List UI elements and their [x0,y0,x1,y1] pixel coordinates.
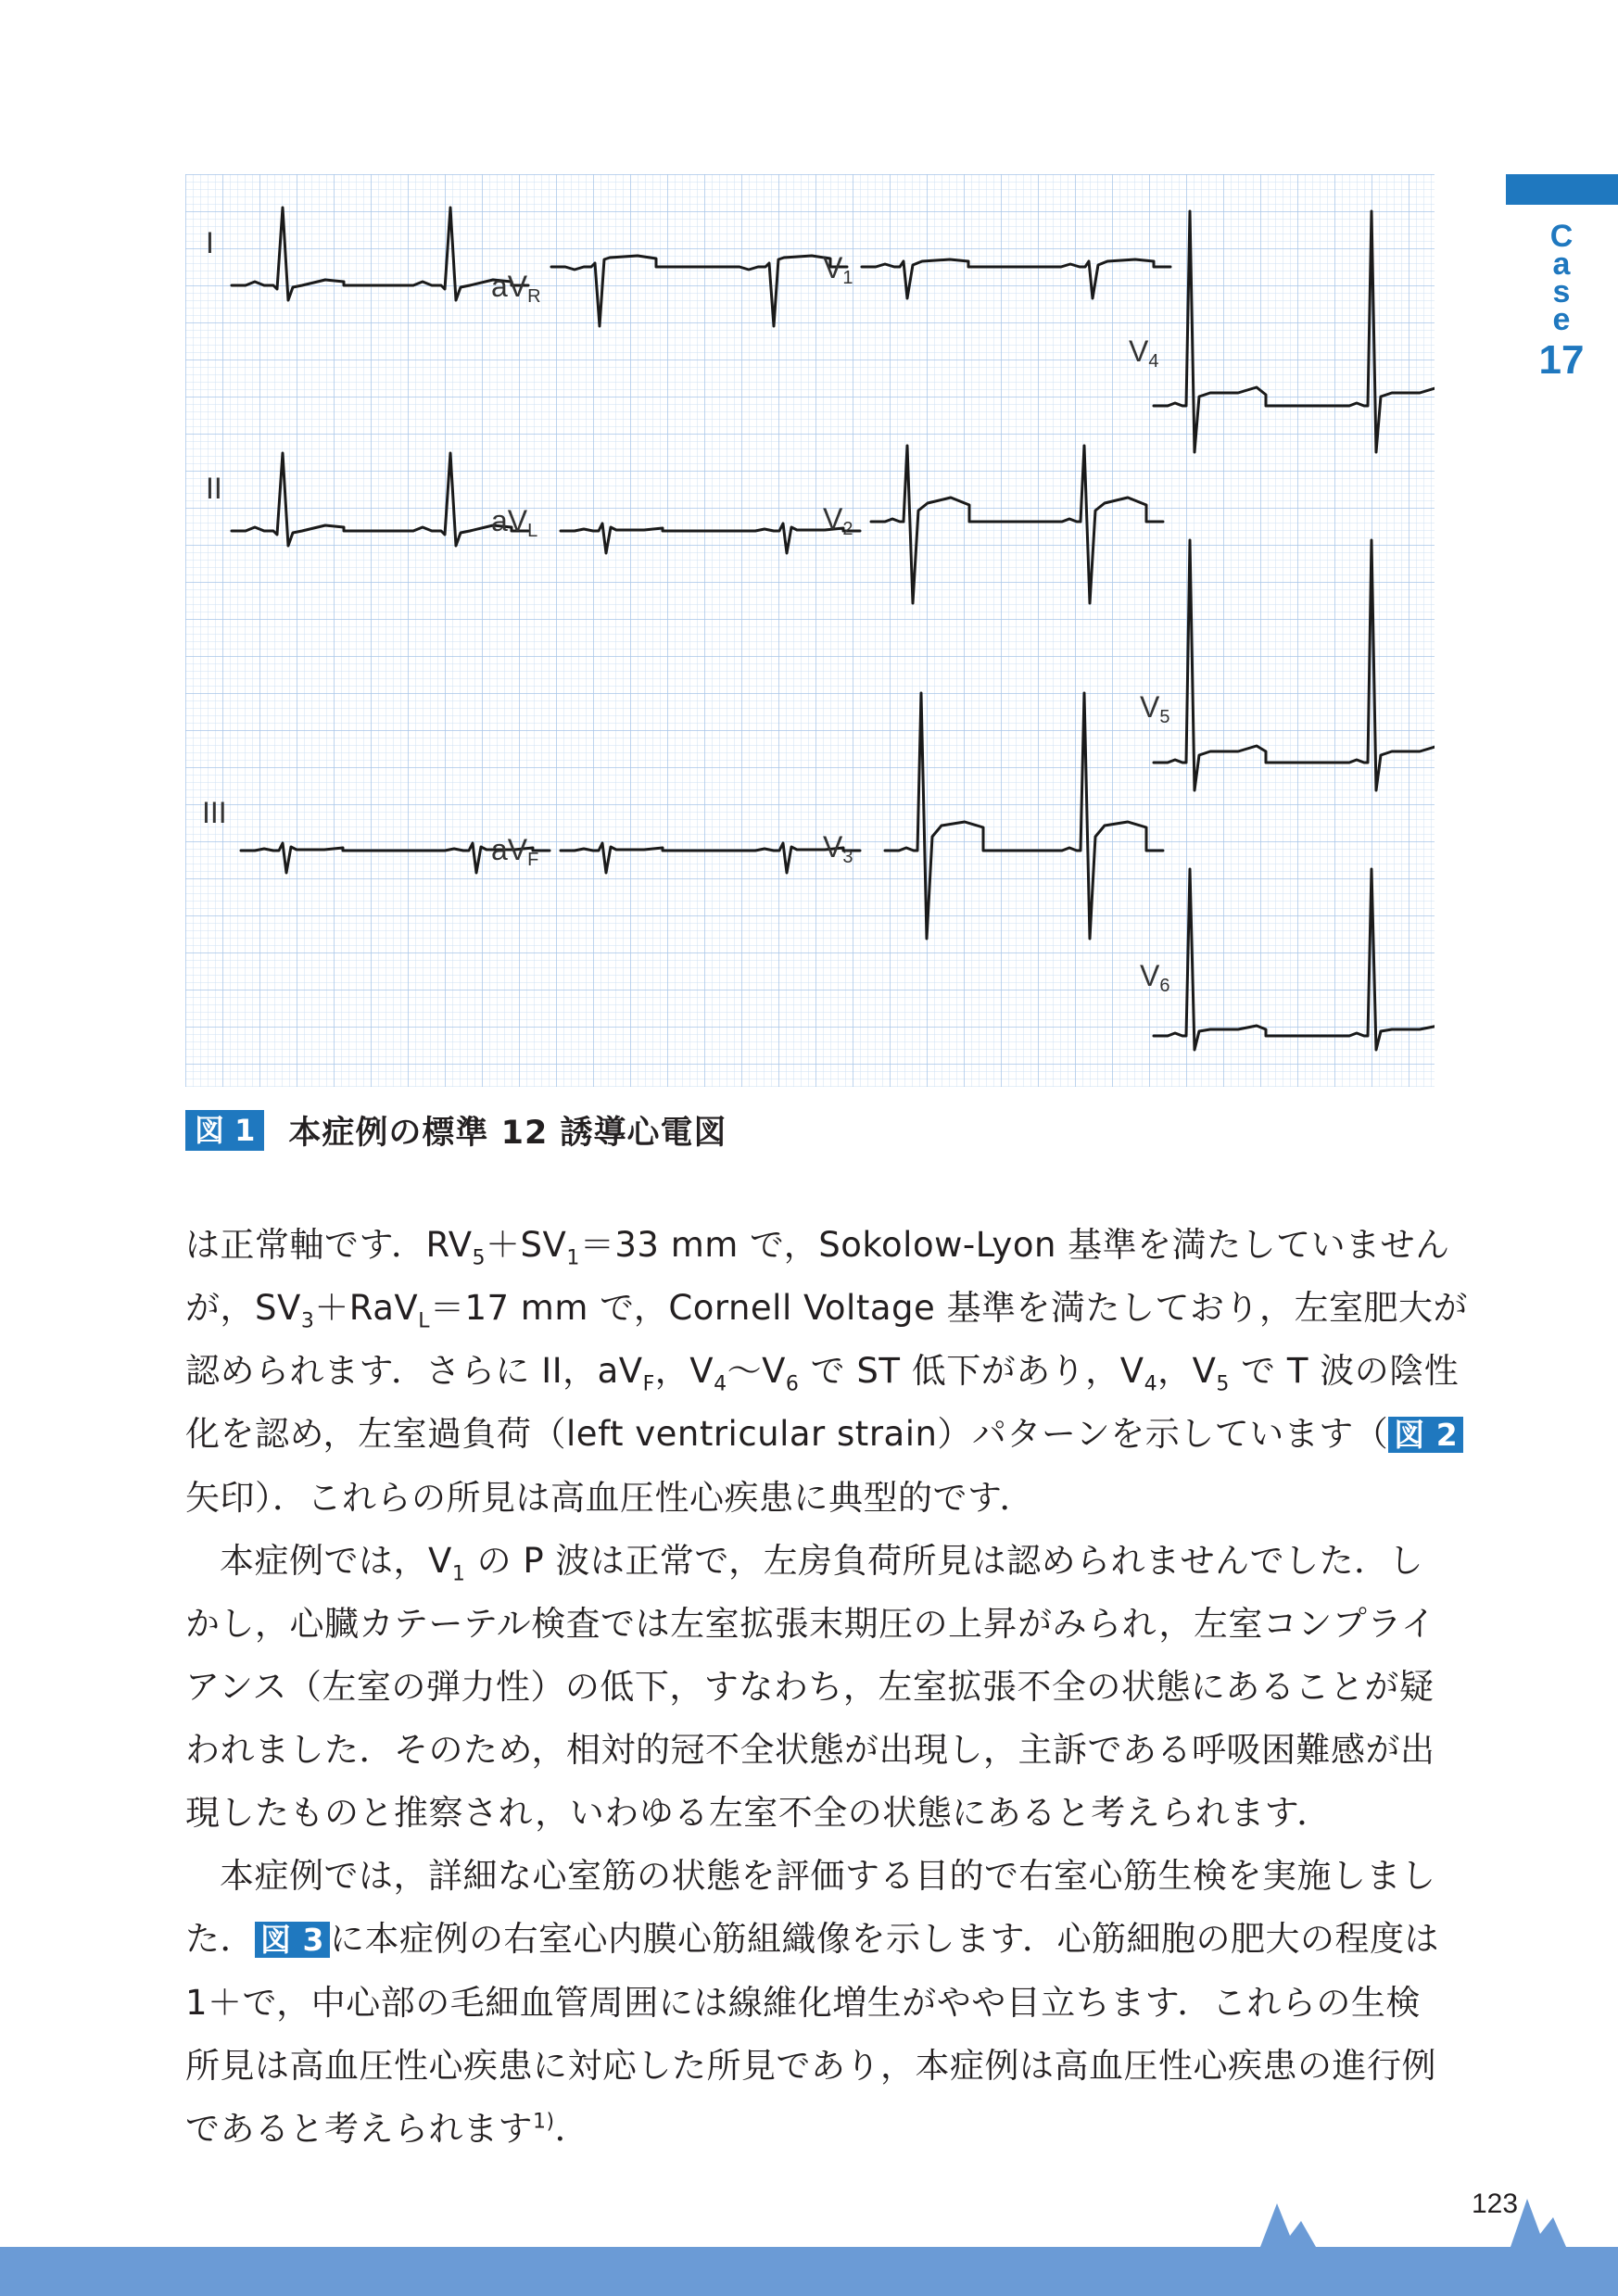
lead-label: V6 [1140,959,1170,996]
paragraph [185,1530,1436,1845]
lead-label: V4 [1129,334,1159,372]
lead-label: V2 [823,502,853,539]
case-letter: s [1552,274,1571,309]
text-line: われました．そのため，相対的冠不全状態が出現し，主訴である呼吸困難感が出 [185,1730,1435,1770]
lead-label: aVF [491,833,539,870]
body-text [185,1214,1469,2161]
page-number: 123 [1472,2189,1519,2219]
lead-label: II [206,472,222,505]
footer-band [0,2173,1618,2296]
text-line: 化を認め，左室過負荷（left ventricular strain）パターンを示しています（ 図 2 [185,1403,1436,1467]
paragraph [185,1214,1469,1530]
text-line: 所見は高血圧性心疾患に対応した所見であり，本症例は高血圧性心疾患の進行例 [185,2046,1436,2086]
text-line: アンス（左室の弾力性）の低下，すなわち，左室拡張不全の状態にあることが疑 [185,1667,1435,1707]
case-letter: C [1549,219,1574,254]
lead-label: aVL [491,504,538,541]
text-line: 現したものと推察され，いわゆる左室不全の状態にあると考えられます． [185,1793,1332,1833]
text-line: た． 図 3 に本症例の右室心内膜心筋組織像を示します．心筋細胞の肥大の程度は [185,1919,1439,1959]
text-line: 矢印）．これらの所見は高血圧性心疾患に典型的です． [185,1478,1035,1518]
figure-caption [185,1108,727,1153]
case-label [1524,219,1599,384]
lead-label: I [206,226,214,259]
caption-text: 本症例の標準 12 誘導心電図 [288,1115,727,1152]
text-line: 本症例では，詳細な心室筋の状態を評価する目的で右室心筋生検を実施しまし [220,1856,1436,1896]
lead-label: V3 [823,830,853,867]
paragraph [185,1845,1439,2161]
text-line: は正常軸です．$RV_5+SV_1=33$ mm で，Sokolow-Lyon 基準を満たしていません [185,1225,1450,1270]
text-line: かし，心臓カテーテル検査では左室拡張末期圧の上昇がみられ，左室コンプライ [185,1604,1436,1644]
lead-label: V5 [1140,690,1170,727]
figure-ref-badge[interactable]: 図 2 [1388,1417,1463,1453]
case-number: 17 [1538,337,1585,383]
ecg-grid [185,174,1435,1087]
lead-label: III [202,796,227,829]
ecg-figure [185,174,1435,1087]
figure-badge: 図 1 [185,1110,264,1151]
text-line: であると考えられます$^{1)}$． [185,2109,590,2149]
figure-ref-badge[interactable]: 図 3 [255,1922,330,1958]
ecg-svg [185,174,1435,1087]
case-letter: e [1552,302,1571,337]
text-line: 本症例では，$V_1$ の P 波は正常で，左房負荷所見は認められませんでした．し [220,1541,1424,1586]
lead-label: V1 [823,251,853,288]
text-line: 認められます．さらに II，$aV_F$，$V_4$〜$V_6$ で ST 低下があり，$V_4$，$V_5$ で T 波の陰性 [185,1351,1460,1396]
lead-label: aVR [491,270,541,307]
case-tab-bar [1506,174,1618,205]
case-letter: a [1552,246,1571,282]
text-line: が，$SV_3+RaV_L=17$ mm で，Cornell Voltage 基準を満たしており，左室肥大が [185,1288,1469,1333]
text-line: 1＋で，中心部の毛細血管周囲には線維化増生がやや目立ちます．これらの生検 [185,1983,1421,2023]
